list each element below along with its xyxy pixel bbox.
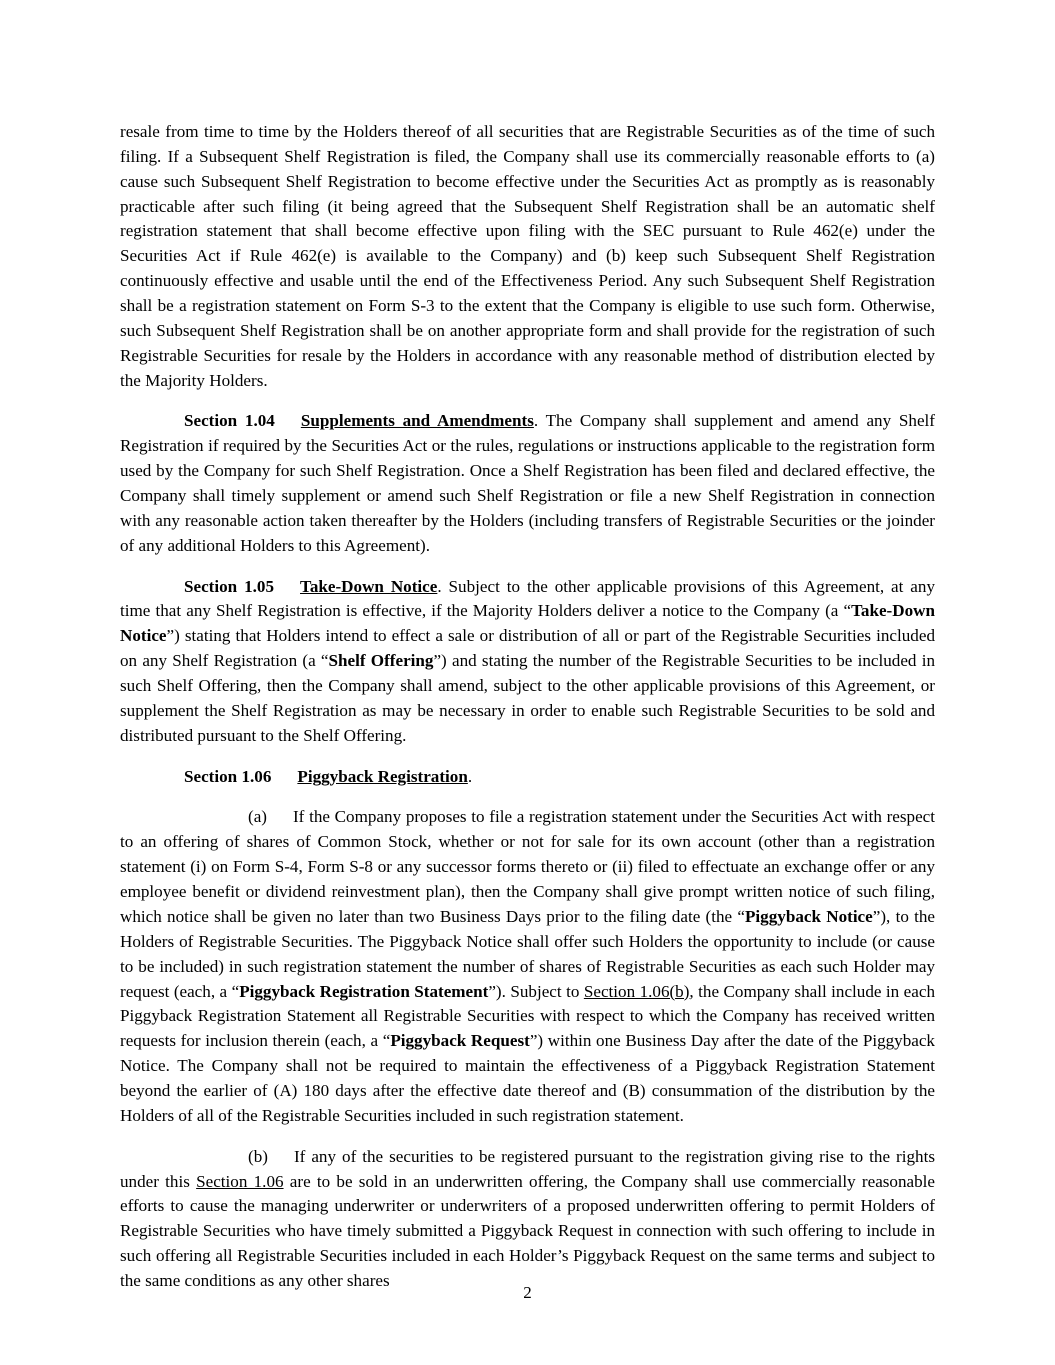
- section-1-06: [120, 765, 935, 790]
- subsection-a-text-8: ”) within one Business Day after the date of the Piggyback Notice. The Company shall not be required to maintain the effectiveness of a Piggyback Registration Statement beyond the earlier of (A) 180 days after the effective date thereof and (B) consummation of the distribution by the Holders of all of the Registrable Securities included in such registration statement.: [120, 1031, 935, 1125]
- document-body: [120, 120, 935, 1294]
- section-1-05-text-0: . Subject to the other applicable provisions of this Agreement, at any time that any Shelf Registration is effective, if the Majority Holders deliver a notice to the Company (a “: [120, 576, 935, 621]
- subsection-b: [120, 1145, 935, 1294]
- defined-term-piggyback-registration-statement: Piggyback Registration Statement: [239, 981, 489, 1001]
- subsection-b-text-0: If any of the securities to be registered pursuant to the registration giving rise to the rights under this: [120, 1146, 935, 1191]
- subsection-a-text-6: , the Company shall include in each Piggyback Registration Statement all Registrable Securities with respect to which the Company has received written requests for inclusion therein (each, a “: [120, 981, 935, 1051]
- section-1-04-heading: Supplements and Amendments: [300, 411, 534, 431]
- defined-term-take-down-notice: Take-Down Notice: [120, 601, 935, 646]
- defined-term-piggyback-request: Piggyback Request: [390, 1031, 530, 1051]
- subsection-a-text-4: ”). Subject to: [488, 981, 584, 1001]
- section-1-04-text: . The Company shall supplement and amend any Shelf Registration if required by the Securities Act or the rules, regulations or instructions applicable to the registration form used by the Company for such Shelf Registration. Once a Shelf Registration has been filed and declared effective, the Company shall timely supplement or amend such Shelf Registration or file a new Shelf Registration in connection with any reasonable action taken thereafter by the Holders (including transfers of Registrable Securities or the joinder of any additional Holders to this Agreement).: [120, 411, 935, 555]
- section-1-05-text-4: ”) and stating the number of the Registrable Securities to be included in such Shelf Offering, then the Company shall amend, subject to the other applicable provisions of this Agreement, or supplement the Shelf Registration as may be necessary in order to enable such Registrable Securities to be sold and distributed pursuant to the Shelf Offering.: [120, 651, 935, 745]
- defined-term-piggyback-notice: Piggyback Notice: [744, 906, 873, 926]
- page-number: 2: [523, 1283, 532, 1302]
- subsection-a-text-2: ”), to the Holders of Registrable Securities. The Piggyback Notice shall offer such Holders the opportunity to include (or cause to be included) in such registration statement the number of shares of Registrable Securities as each such Holder may request (each, a “: [120, 906, 936, 1001]
- paragraph-continuation: resale from time to time by the Holders thereof of all securities that are Registrable Securities as of the time of such filing. If a Subsequent Shelf Registration is filed, the Company shall use its commercially reasonable efforts to (a) cause such Subsequent Shelf Registration to become effective under the Securities Act as promptly as is reasonably practicable after such filing (it being agreed that the Subsequent Shelf Registration shall be an automatic shelf registration statement that shall become effective upon filing with the SEC pursuant to Rule 462(e) under the Securities Act if Rule 462(e) is available to the Company) and (b) keep such Subsequent Shelf Registration continuously effective and usable until the end of the Effectiveness Period. Any such Subsequent Shelf Registration shall be a registration statement on Form S-3 to the extent that the Company is eligible to use such form. Otherwise, such Subsequent Shelf Registration shall be on another appropriate form and shall provide for the registration of such Registrable Securities for resale by the Holders in accordance with any reasonable method of distribution elected by the Majority Holders.: [120, 122, 935, 390]
- subsection-b-label: (b): [248, 1146, 268, 1166]
- section-1-06-heading: Piggyback Registration: [297, 766, 468, 786]
- section-1-04-number: Section 1.04: [184, 411, 275, 431]
- subsection-a: [120, 805, 935, 1128]
- subsection-a-text-0: If the Company proposes to file a registration statement under the Securities Act with respect to an offering of shares of Common Stock, whether or not for sale for its own account (other than a registration statement (i) on Form S-4, Form S-8 or any successor forms thereto or (ii) filed to effectuate an exchange offer or any employee benefit or dividend reinvestment plan), then the Company shall give prompt written notice of such filing, which notice shall be given no later than two Business Days prior to the filing date (the “: [120, 807, 935, 926]
- section-1-05-text-2: ”) stating that Holders intend to effect a sale or distribution of all or part of the Registrable Securities included on any Shelf Registration (a “: [120, 626, 935, 671]
- section-1-06-text: .: [467, 766, 473, 786]
- subsection-b-text-2: are to be sold in an underwritten offering, the Company shall use commercially reasonable efforts to cause the managing underwriter or underwriters of a proposed underwritten offering to permit Holders of Registrable Securities who have timely submitted a Piggyback Request in connection with such offering to include in such offering all Registrable Securities included in each Holder’s Piggyback Request on the same terms and subject to the same conditions as any other shares: [120, 1171, 935, 1290]
- cross-reference-section-1-06: Section 1.06: [196, 1171, 284, 1191]
- section-1-06-number: Section 1.06: [184, 766, 272, 786]
- subsection-a-label: (a): [248, 807, 267, 827]
- section-1-05: [120, 575, 935, 749]
- defined-term-shelf-offering: Shelf Offering: [328, 651, 434, 671]
- cross-reference-section-1-06-b: Section 1.06(b): [583, 981, 690, 1001]
- section-1-04: [120, 409, 935, 558]
- section-1-05-heading: Take-Down Notice: [300, 576, 438, 596]
- section-1-05-number: Section 1.05: [184, 576, 275, 596]
